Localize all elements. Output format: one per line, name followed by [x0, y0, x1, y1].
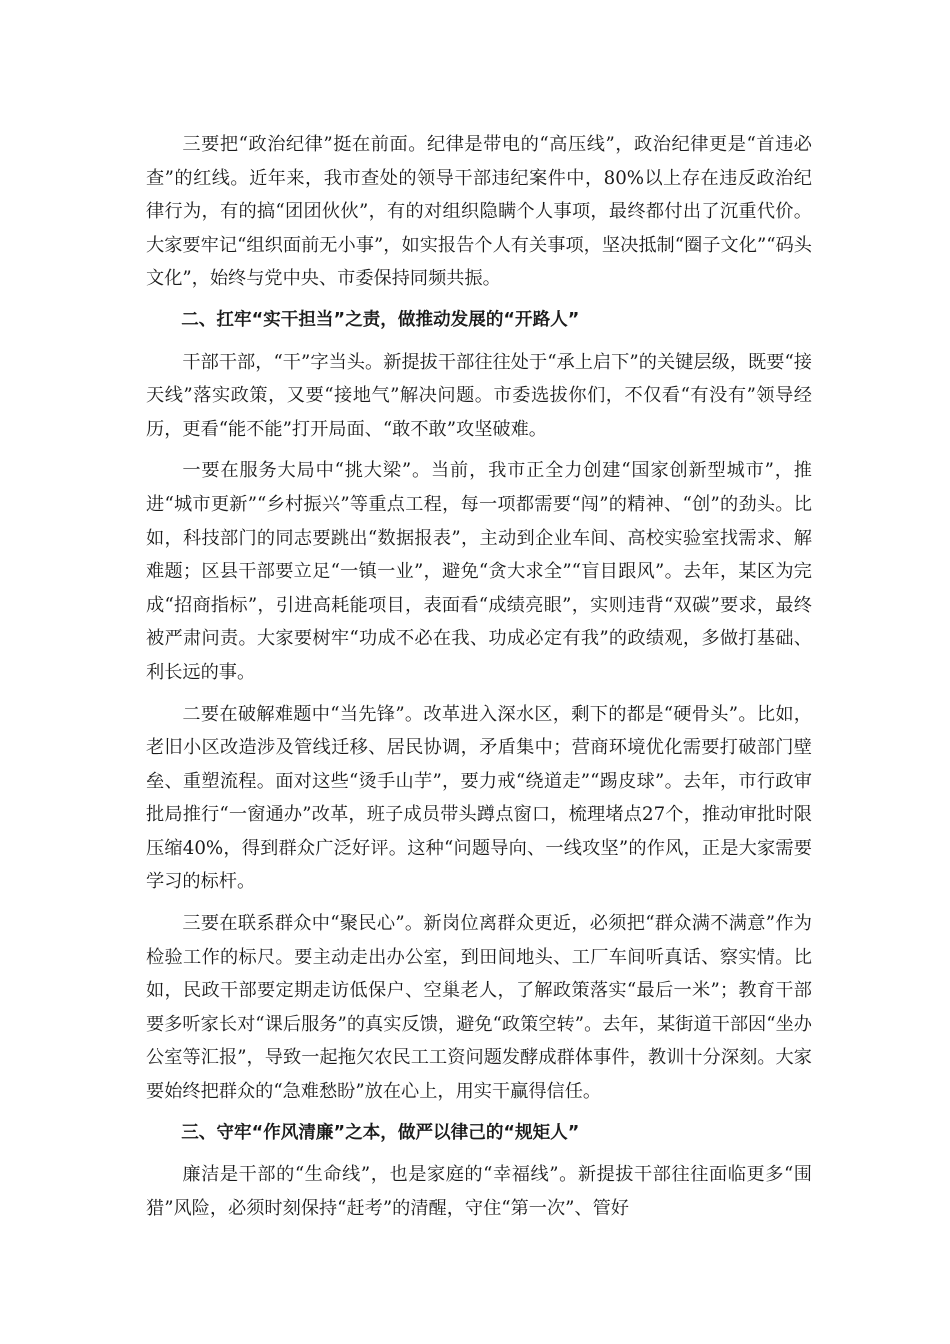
section-heading-3: 三、守牢“作风清廉”之本，做严以律己的“规矩人”	[181, 1122, 580, 1143]
paragraph-serve-overall: 一要在服务大局中“挑大梁”。当前，我市正全力创建“国家创新型城市”，推进“城市更新”“乡村振兴”等重点工程，每一项都需要“闯”的精神、“创”的劲头。比如，科技部门的同志要跳出“数据报表”，主动到企业车间、高校实验室找需求、解难题；区县干部要立足“一镇一业”，避免“贪大求全”“盲目跟风”。去年，某区为完成“招商指标”，引进高耗能项目，表面看“成绩亮眼”，实则违背“双碳”要求，最终被严肃问责。大家要树牢“功成不必在我、功成必定有我”的政绩观，多做打基础、利长远的事。	[146, 460, 812, 683]
paragraph-political-discipline: 三要把“政治纪律”挺在前面。纪律是带电的“高压线”，政治纪律更是“首违必查”的红线。近年来，我市查处的领导干部违纪案件中，80%以上存在违反政治纪律行为，有的搞“团团伙伙”，有的对组织隐瞒个人事项，最终都付出了沉重代价。大家要牢记“组织面前无小事”，如实报告个人有关事项，坚决抵制“圈子文化”“码头文化”，始终与党中央、市委保持同频共振。	[146, 134, 812, 290]
document-body	[146, 128, 812, 1233]
paragraph-connect-masses: 三要在联系群众中“聚民心”。新岗位离群众更近，必须把“群众满不满意”作为检验工作的标尺。要主动走出办公室，到田间地头、工厂车间听真话、察实情。比如，民政干部要定期走访低保户、空巢老人，了解政策落实“最后一米”；教育干部要多听家长对“课后服务”的真实反馈，避免“政策空转”。去年，某街道干部因“坐办公室等汇报”，导致一起拖欠农民工工资问题发酵成群体事件，教训十分深刻。大家要始终把群众的“急难愁盼”放在心上，用实干赢得信任。	[146, 913, 812, 1103]
paragraph-cadres-intro: 干部干部，“干”字当头。新提拔干部往往处于“承上启下”的关键层级，既要“接天线”落实政策，又要“接地气”解决问题。市委选拔你们，不仅看“有没有”领导经历，更看“能不能”打开局面、“敢不敢”攻坚破难。	[146, 351, 812, 440]
paragraph-solve-problems: 二要在破解难题中“当先锋”。改革进入深水区，剩下的都是“硬骨头”。比如，老旧小区改造涉及管线迁移、居民协调，矛盾集中；营商环境优化需要打破部门壁垒、重塑流程。面对这些“烫手山芋”，要力戒“绕道走”“踢皮球”。去年，市行政审批局推行“一窗通办”改革，班子成员带头蹲点窗口，梳理堵点27个，推动审批时限压缩40%，得到群众广泛好评。这种“问题导向、一线攻坚”的作风，正是大家需要学习的标杆。	[146, 703, 812, 893]
paragraph-integrity: 廉洁是干部的“生命线”，也是家庭的“幸福线”。新提拔干部往往面临更多“围猎”风险，必须时刻保持“赶考”的清醒，守住“第一次”、管好	[146, 1164, 812, 1219]
section-heading-2: 二、扛牢“实干担当”之责，做推动发展的“开路人”	[181, 309, 580, 330]
